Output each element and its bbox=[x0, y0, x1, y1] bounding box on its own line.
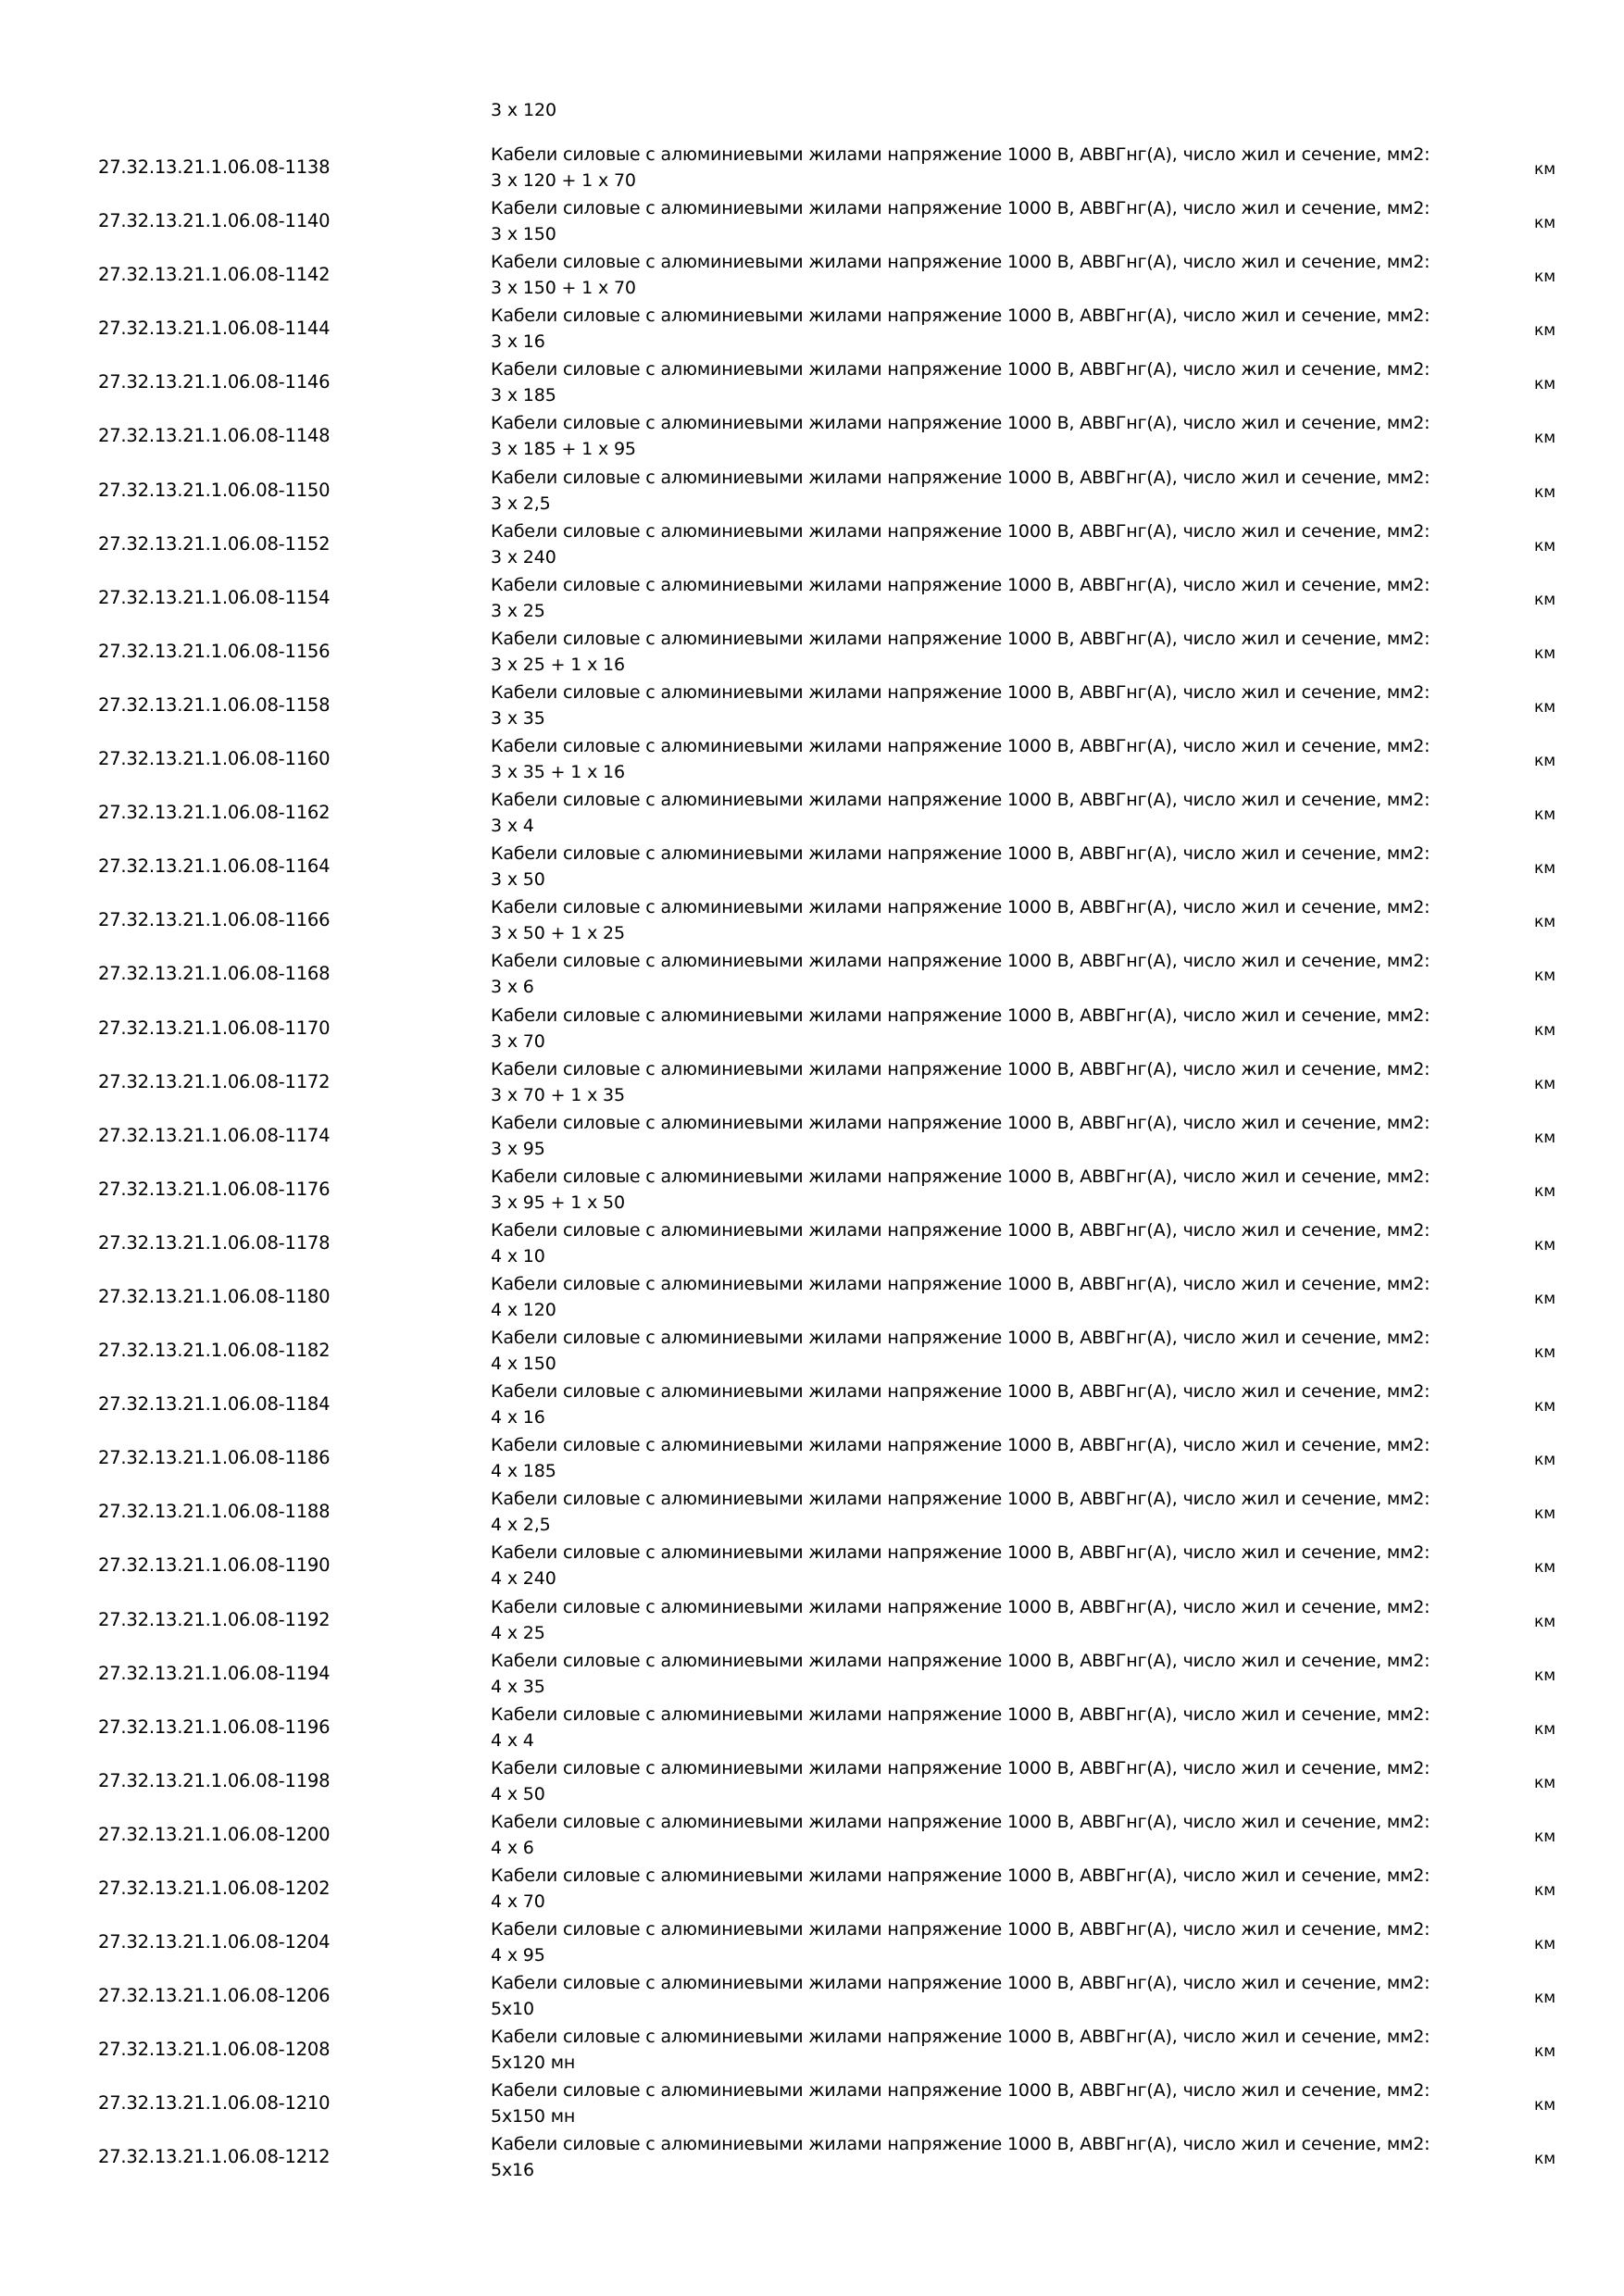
table-row bbox=[0, 2131, 1624, 2185]
table-row bbox=[0, 410, 1624, 464]
resource-name-section: 3 x 150 bbox=[491, 224, 556, 245]
table-row bbox=[0, 894, 1624, 948]
resource-code: 27.32.13.21.1.06.08-1156 bbox=[98, 640, 331, 662]
resource-name bbox=[491, 680, 1509, 731]
unit-of-measure: км bbox=[1534, 967, 1556, 986]
unit-of-measure: км bbox=[1534, 1397, 1556, 1416]
resource-name-section: 5x16 bbox=[491, 2160, 534, 2181]
resource-name bbox=[491, 1217, 1509, 1269]
resource-name bbox=[491, 1916, 1509, 1968]
resource-name bbox=[491, 1432, 1509, 1484]
table-row bbox=[0, 2024, 1624, 2078]
resource-code: 27.32.13.21.1.06.08-1172 bbox=[98, 1070, 331, 1092]
resource-code: 27.32.13.21.1.06.08-1204 bbox=[98, 1931, 331, 1953]
resource-name-description: Кабели силовые с алюминиевыми жилами напряжение 1000 В, АВВГнг(А), число жил и сечение, мм2: bbox=[491, 306, 1430, 327]
resource-name-section: 3 x 50 + 1 x 25 bbox=[491, 923, 625, 944]
resource-name-section: 5x120 мн bbox=[491, 2053, 576, 2074]
resource-name-description: Кабели силовые с алюминиевыми жилами напряжение 1000 В, АВВГнг(А), число жил и сечение, мм2: bbox=[491, 2134, 1430, 2155]
table-row bbox=[0, 142, 1624, 195]
resource-name-description: Кабели силовые с алюминиевыми жилами напряжение 1000 В, АВВГнг(А), число жил и сечение, мм2: bbox=[491, 467, 1430, 488]
unit-of-measure: км bbox=[1534, 1719, 1556, 1739]
table-row bbox=[0, 2078, 1624, 2131]
resource-name-description: Кабели силовые с алюминиевыми жилами напряжение 1000 В, АВВГнг(А), число жил и сечение, мм2: bbox=[491, 1489, 1430, 1510]
resource-name bbox=[491, 2078, 1509, 2129]
table-row bbox=[0, 1648, 1624, 1702]
unit-of-measure: км bbox=[1534, 590, 1556, 609]
resource-name bbox=[491, 1271, 1509, 1323]
unit-of-measure: км bbox=[1534, 429, 1556, 448]
resource-name bbox=[491, 1755, 1509, 1807]
unit-of-measure: км bbox=[1534, 1558, 1556, 1578]
resource-code: 27.32.13.21.1.06.08-1160 bbox=[98, 748, 331, 770]
resource-code: 27.32.13.21.1.06.08-1202 bbox=[98, 1878, 331, 1899]
unit-of-measure: км bbox=[1534, 160, 1556, 179]
resource-code: 27.32.13.21.1.06.08-1166 bbox=[98, 909, 331, 931]
resource-name-section: 3 x 70 + 1 x 35 bbox=[491, 1084, 625, 1105]
resource-name-section: 3 x 95 bbox=[491, 1138, 545, 1159]
unit-of-measure: км bbox=[1534, 268, 1556, 287]
resource-name-description: Кабели силовые с алюминиевыми жилами напряжение 1000 В, АВВГнг(А), число жил и сечение, мм2: bbox=[491, 1219, 1430, 1241]
resource-name-description: Кабели силовые с алюминиевыми жилами напряжение 1000 В, АВВГнг(А), число жил и сечение, мм2: bbox=[491, 897, 1430, 918]
unit-of-measure: км bbox=[1534, 1504, 1556, 1524]
resource-name-description: Кабели силовые с алюминиевыми жилами напряжение 1000 В, АВВГнг(А), число жил и сечение, мм2: bbox=[491, 359, 1430, 381]
resource-name-section: 5x10 bbox=[491, 1999, 534, 2020]
unit-of-measure: км bbox=[1534, 913, 1556, 932]
resource-name-section: 3 x 25 + 1 x 16 bbox=[491, 654, 625, 675]
unit-of-measure: км bbox=[1534, 214, 1556, 233]
unit-of-measure: км bbox=[1534, 1666, 1556, 1685]
resource-name bbox=[491, 572, 1509, 624]
resource-name-section: 4 x 6 bbox=[491, 1837, 534, 1858]
unit-of-measure: км bbox=[1534, 2042, 1556, 2062]
table-row bbox=[0, 948, 1624, 1002]
table-row bbox=[0, 303, 1624, 356]
unit-of-measure: км bbox=[1534, 2150, 1556, 2169]
resource-code: 27.32.13.21.1.06.08-1184 bbox=[98, 1393, 331, 1416]
table-row bbox=[0, 1916, 1624, 1970]
resource-name bbox=[491, 1056, 1509, 1108]
table-row bbox=[0, 249, 1624, 303]
resource-name-description: Кабели силовые с алюминиевыми жилами напряжение 1000 В, АВВГнг(А), число жил и сечение, мм2: bbox=[491, 2080, 1430, 2102]
resource-name-description: Кабели силовые с алюминиевыми жилами напряжение 1000 В, АВВГнг(А), число жил и сечение, мм2: bbox=[491, 951, 1430, 972]
table-row bbox=[0, 1056, 1624, 1110]
table-row bbox=[0, 195, 1624, 249]
table-row bbox=[0, 1432, 1624, 1486]
unit-of-measure: км bbox=[1534, 1989, 1556, 2008]
resource-name-section: 4 x 25 bbox=[491, 1622, 545, 1643]
resource-name-section: 3 x 150 + 1 x 70 bbox=[491, 278, 636, 299]
resource-name-description: Кабели силовые с алюминиевыми жилами напряжение 1000 В, АВВГнг(А), число жил и сечение, мм2: bbox=[491, 198, 1430, 219]
resource-name bbox=[491, 1379, 1509, 1430]
unit-of-measure: км bbox=[1534, 1235, 1556, 1254]
resource-name-description: Кабели силовые с алюминиевыми жилами напряжение 1000 В, АВВГнг(А), число жил и сечение, мм2: bbox=[491, 1973, 1430, 1994]
resource-name-description: Кабели силовые с алюминиевыми жилами напряжение 1000 В, АВВГнг(А), число жил и сечение, мм2: bbox=[491, 1381, 1430, 1403]
table-row bbox=[0, 1863, 1624, 1916]
resource-code: 27.32.13.21.1.06.08-1164 bbox=[98, 855, 331, 878]
resource-name-section: 4 x 70 bbox=[491, 1891, 545, 1912]
unit-of-measure: км bbox=[1534, 1827, 1556, 1846]
resource-code: 27.32.13.21.1.06.08-1194 bbox=[98, 1662, 331, 1684]
resource-name-description: Кабели силовые с алюминиевыми жилами напряжение 1000 В, АВВГнг(А), число жил и сечение, мм2: bbox=[491, 574, 1430, 595]
table-row bbox=[0, 680, 1624, 733]
resource-name-section: 4 x 10 bbox=[491, 1245, 545, 1267]
resource-name-description: Кабели силовые с алюминиевыми жилами напряжение 1000 В, АВВГнг(А), число жил и сечение, мм2: bbox=[491, 736, 1430, 757]
resource-name-description: Кабели силовые с алюминиевыми жилами напряжение 1000 В, АВВГнг(А), число жил и сечение, мм2: bbox=[491, 1811, 1430, 1832]
resource-name bbox=[491, 1164, 1509, 1216]
resource-code: 27.32.13.21.1.06.08-1148 bbox=[98, 425, 331, 447]
resource-name bbox=[491, 1003, 1509, 1054]
resource-name bbox=[491, 787, 1509, 839]
unit-of-measure: км bbox=[1534, 375, 1556, 394]
resource-name-description: Кабели силовые с алюминиевыми жилами напряжение 1000 В, АВВГнг(А), число жил и сечение, мм2: bbox=[491, 1112, 1430, 1133]
resource-code: 27.32.13.21.1.06.08-1188 bbox=[98, 1501, 331, 1523]
resource-name-section: 3 x 70 bbox=[491, 1030, 545, 1052]
resource-name-description: Кабели силовые с алюминиевыми жилами напряжение 1000 В, АВВГнг(А), число жил и сечение, мм2: bbox=[491, 1650, 1430, 1671]
resource-code: 27.32.13.21.1.06.08-1170 bbox=[98, 1017, 331, 1039]
resource-code: 27.32.13.21.1.06.08-1180 bbox=[98, 1285, 331, 1307]
unit-of-measure: км bbox=[1534, 752, 1556, 771]
resource-code: 27.32.13.21.1.06.08-1208 bbox=[98, 2039, 331, 2061]
resource-code: 27.32.13.21.1.06.08-1200 bbox=[98, 1823, 331, 1845]
resource-name-description: Кабели силовые с алюминиевыми жилами напряжение 1000 В, АВВГнг(А), число жил и сечение, мм2: bbox=[491, 1004, 1430, 1026]
resource-code: 27.32.13.21.1.06.08-1178 bbox=[98, 1231, 331, 1254]
resource-name-section: 3 x 6 bbox=[491, 977, 534, 998]
resource-code: 27.32.13.21.1.06.08-1210 bbox=[98, 2092, 331, 2115]
unit-of-measure: км bbox=[1534, 1074, 1556, 1093]
resource-name-description: Кабели силовые с алюминиевыми жилами напряжение 1000 В, АВВГнг(А), число жил и сечение, мм2: bbox=[491, 1919, 1430, 1940]
resource-name-section: 3 x 185 + 1 x 95 bbox=[491, 439, 636, 460]
resource-code: 27.32.13.21.1.06.08-1154 bbox=[98, 586, 331, 608]
unit-of-measure: км bbox=[1534, 859, 1556, 879]
resource-code: 27.32.13.21.1.06.08-1146 bbox=[98, 371, 331, 393]
resource-name-description: Кабели силовые с алюминиевыми жилами напряжение 1000 В, АВВГнг(А), число жил и сечение, мм2: bbox=[491, 1058, 1430, 1079]
resource-code: 27.32.13.21.1.06.08-1176 bbox=[98, 1178, 331, 1200]
table-row bbox=[0, 733, 1624, 787]
resource-name bbox=[491, 249, 1509, 301]
resource-name-section: 4 x 4 bbox=[491, 1729, 534, 1751]
resource-code: 27.32.13.21.1.06.08-1206 bbox=[98, 1985, 331, 2007]
resource-name bbox=[491, 1970, 1509, 2022]
resource-name-section: 4 x 16 bbox=[491, 1407, 545, 1429]
table-row bbox=[0, 1164, 1624, 1217]
table-row bbox=[0, 1003, 1624, 1056]
table-row bbox=[0, 1110, 1624, 1164]
resource-name-description: Кабели силовые с алюминиевыми жилами напряжение 1000 В, АВВГнг(А), число жил и сечение, мм2: bbox=[491, 413, 1430, 434]
resource-name-section: 4 x 95 bbox=[491, 1945, 545, 1966]
resource-name bbox=[491, 1648, 1509, 1700]
resource-name-section: 4 x 185 bbox=[491, 1461, 556, 1482]
table-row bbox=[0, 1809, 1624, 1863]
table-body bbox=[0, 142, 1624, 2186]
resource-name bbox=[491, 518, 1509, 570]
resource-name-section: 4 x 240 bbox=[491, 1568, 556, 1590]
unit-of-measure: км bbox=[1534, 1612, 1556, 1631]
table-row bbox=[0, 572, 1624, 626]
resource-name-description: Кабели силовые с алюминиевыми жилами напряжение 1000 В, АВВГнг(А), число жил и сечение, мм2: bbox=[491, 790, 1430, 811]
table-row bbox=[0, 518, 1624, 572]
resource-name bbox=[491, 410, 1509, 462]
resource-code: 27.32.13.21.1.06.08-1144 bbox=[98, 318, 331, 340]
resource-name bbox=[491, 2024, 1509, 2076]
resource-name-section: 4 x 150 bbox=[491, 1354, 556, 1375]
resource-name bbox=[491, 195, 1509, 247]
resource-name bbox=[491, 1486, 1509, 1538]
resource-name bbox=[491, 948, 1509, 1000]
resource-code: 27.32.13.21.1.06.08-1186 bbox=[98, 1447, 331, 1469]
unit-of-measure: км bbox=[1534, 1020, 1556, 1040]
resource-code: 27.32.13.21.1.06.08-1192 bbox=[98, 1608, 331, 1630]
resource-name bbox=[491, 142, 1509, 193]
resource-name bbox=[491, 1702, 1509, 1753]
unit-of-measure: км bbox=[1534, 805, 1556, 825]
table-row bbox=[0, 1325, 1624, 1379]
resource-name-description: Кабели силовые с алюминиевыми жилами напряжение 1000 В, АВВГнг(А), число жил и сечение, мм2: bbox=[491, 1866, 1430, 1886]
resource-name-description: Кабели силовые с алюминиевыми жилами напряжение 1000 В, АВВГнг(А), число жил и сечение, мм2: bbox=[491, 1166, 1430, 1187]
resource-name bbox=[491, 1863, 1509, 1915]
resource-name-section: 3 x 185 bbox=[491, 385, 556, 406]
resource-name-section: 3 x 240 bbox=[491, 546, 556, 568]
table-row bbox=[0, 1271, 1624, 1325]
resource-name-section: 3 x 25 bbox=[491, 600, 545, 621]
resource-code: 27.32.13.21.1.06.08-1162 bbox=[98, 802, 331, 824]
resource-name-section: 3 x 4 bbox=[491, 816, 534, 837]
resource-name-description: Кабели силовые с алюминиевыми жилами напряжение 1000 В, АВВГнг(А), число жил и сечение, мм2: bbox=[491, 2027, 1430, 2048]
unit-of-measure: км bbox=[1534, 643, 1556, 663]
resource-name-description: Кабели силовые с алюминиевыми жилами напряжение 1000 В, АВВГнг(А), число жил и сечение, мм2: bbox=[491, 681, 1430, 703]
unit-of-measure: км bbox=[1534, 482, 1556, 502]
resource-code: 27.32.13.21.1.06.08-1182 bbox=[98, 1340, 331, 1362]
resource-name bbox=[491, 356, 1509, 408]
unit-of-measure: км bbox=[1534, 697, 1556, 717]
unit-of-measure: км bbox=[1534, 321, 1556, 341]
resource-name bbox=[491, 303, 1509, 355]
resource-name bbox=[491, 1110, 1509, 1162]
resource-name-section: 3 x 16 bbox=[491, 331, 545, 353]
resource-name-section: 4 x 120 bbox=[491, 1299, 556, 1320]
unit-of-measure: км bbox=[1534, 1128, 1556, 1147]
unit-of-measure: км bbox=[1534, 1289, 1556, 1308]
resource-name-description: Кабели силовые с алюминиевыми жилами напряжение 1000 В, АВВГнг(А), число жил и сечение, мм2: bbox=[491, 1596, 1430, 1617]
resource-name bbox=[491, 626, 1509, 678]
table-row bbox=[0, 1594, 1624, 1648]
table-row bbox=[0, 465, 1624, 518]
table-row bbox=[0, 1702, 1624, 1755]
resource-name bbox=[491, 2131, 1509, 2183]
table-row bbox=[0, 1379, 1624, 1432]
unit-of-measure: км bbox=[1534, 1451, 1556, 1470]
table-row bbox=[0, 1970, 1624, 2024]
resource-name-section: 3 x 35 + 1 x 16 bbox=[491, 762, 625, 783]
resource-name-section: 3 x 35 bbox=[491, 707, 545, 729]
resource-name bbox=[491, 1809, 1509, 1861]
resource-code: 27.32.13.21.1.06.08-1140 bbox=[98, 210, 331, 232]
resource-name-section: 4 x 35 bbox=[491, 1676, 545, 1697]
unit-of-measure: км bbox=[1534, 1935, 1556, 1954]
resource-name-description: Кабели силовые с алюминиевыми жилами напряжение 1000 В, АВВГнг(А), число жил и сечение, мм2: bbox=[491, 1703, 1430, 1725]
resource-name-section: 3 x 120 + 1 x 70 bbox=[491, 170, 636, 191]
resource-name bbox=[491, 1540, 1509, 1591]
resource-name bbox=[491, 733, 1509, 785]
resource-code: 27.32.13.21.1.06.08-1212 bbox=[98, 2146, 331, 2168]
unit-of-measure: км bbox=[1534, 536, 1556, 555]
resource-name bbox=[491, 894, 1509, 946]
resource-name bbox=[491, 841, 1509, 892]
resource-name-description: Кабели силовые с алюминиевыми жилами напряжение 1000 В, АВВГнг(А), число жил и сечение, мм2: bbox=[491, 1542, 1430, 1564]
resource-name-description: Кабели силовые с алюминиевыми жилами напряжение 1000 В, АВВГнг(А), число жил и сечение, мм2: bbox=[491, 252, 1430, 273]
resource-name-description: Кабели силовые с алюминиевыми жилами напряжение 1000 В, АВВГнг(А), число жил и сечение, мм2: bbox=[491, 1435, 1430, 1456]
resource-code: 27.32.13.21.1.06.08-1142 bbox=[98, 264, 331, 286]
resource-name-description: Кабели силовые с алюминиевыми жилами напряжение 1000 В, АВВГнг(А), число жил и сечение, мм2: bbox=[491, 1328, 1430, 1349]
resource-code: 27.32.13.21.1.06.08-1150 bbox=[98, 479, 331, 501]
table-row bbox=[0, 841, 1624, 894]
resource-name-description: Кабели силовые с алюминиевыми жилами напряжение 1000 В, АВВГнг(А), число жил и сечение, мм2: bbox=[491, 520, 1430, 542]
unit-of-measure: км bbox=[1534, 1343, 1556, 1363]
table-row bbox=[0, 1217, 1624, 1271]
resource-name-section: 3 x 2,5 bbox=[491, 493, 551, 514]
resource-name-description: Кабели силовые с алюминиевыми жилами напряжение 1000 В, АВВГнг(А), число жил и сечение, мм2: bbox=[491, 1273, 1430, 1294]
resource-name-section: 4 x 2,5 bbox=[491, 1515, 551, 1536]
resource-code: 27.32.13.21.1.06.08-1152 bbox=[98, 532, 331, 555]
resource-code: 27.32.13.21.1.06.08-1174 bbox=[98, 1124, 331, 1146]
resource-name-section: 5x150 мн bbox=[491, 2106, 576, 2128]
table-row bbox=[0, 1540, 1624, 1593]
resource-code: 27.32.13.21.1.06.08-1168 bbox=[98, 963, 331, 985]
resource-name-description: Кабели силовые с алюминиевыми жилами напряжение 1000 В, АВВГнг(А), число жил и сечение, мм2: bbox=[491, 843, 1430, 865]
resource-name-section: 4 x 50 bbox=[491, 1783, 545, 1804]
resource-name bbox=[491, 465, 1509, 517]
table-row bbox=[0, 626, 1624, 680]
table-row bbox=[0, 1486, 1624, 1540]
unit-of-measure: км bbox=[1534, 1773, 1556, 1792]
continuation-text: 3 x 120 bbox=[491, 100, 556, 120]
resource-code: 27.32.13.21.1.06.08-1158 bbox=[98, 693, 331, 716]
table-row bbox=[0, 787, 1624, 841]
resource-code: 27.32.13.21.1.06.08-1198 bbox=[98, 1769, 331, 1791]
resource-name bbox=[491, 1325, 1509, 1377]
unit-of-measure: км bbox=[1534, 1881, 1556, 1900]
table-row bbox=[0, 1755, 1624, 1809]
resource-code: 27.32.13.21.1.06.08-1196 bbox=[98, 1716, 331, 1738]
resource-name-section: 3 x 50 bbox=[491, 869, 545, 891]
resource-name-description: Кабели силовые с алюминиевыми жилами напряжение 1000 В, АВВГнг(А), число жил и сечение, мм2: bbox=[491, 144, 1430, 165]
resource-code: 27.32.13.21.1.06.08-1138 bbox=[98, 156, 331, 178]
unit-of-measure: км bbox=[1534, 2096, 1556, 2115]
resource-name-description: Кабели силовые с алюминиевыми жилами напряжение 1000 В, АВВГнг(А), число жил и сечение, мм2: bbox=[491, 628, 1430, 649]
resource-name bbox=[491, 1594, 1509, 1646]
unit-of-measure: км bbox=[1534, 1181, 1556, 1201]
table-row bbox=[0, 356, 1624, 410]
resource-name-section: 3 x 95 + 1 x 50 bbox=[491, 1192, 625, 1213]
resource-name-description: Кабели силовые с алюминиевыми жилами напряжение 1000 В, АВВГнг(А), число жил и сечение, мм2: bbox=[491, 1757, 1430, 1778]
resource-code: 27.32.13.21.1.06.08-1190 bbox=[98, 1554, 331, 1577]
